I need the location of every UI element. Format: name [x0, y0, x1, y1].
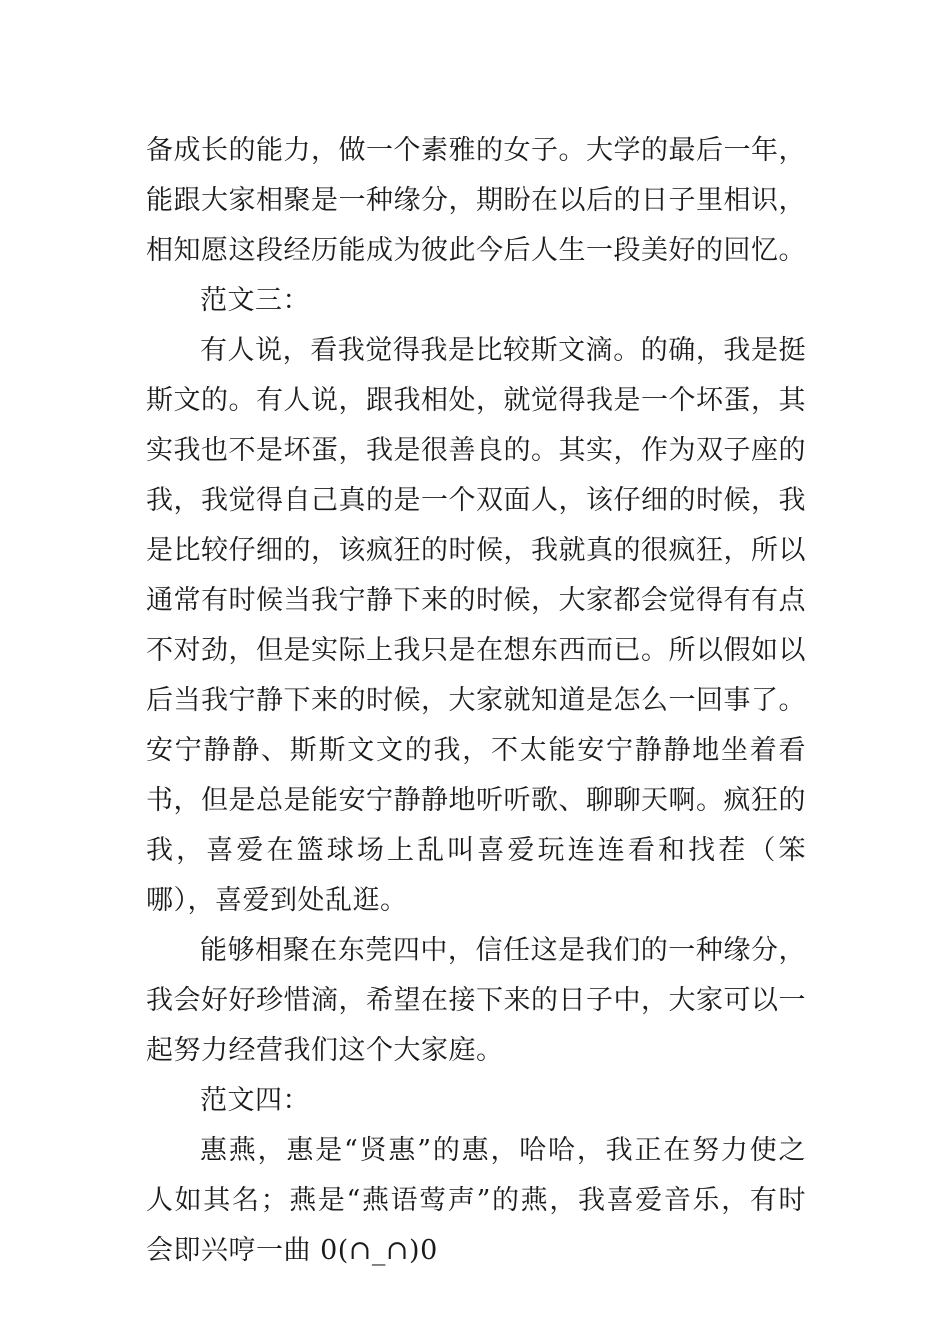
document-body [146, 126, 806, 1276]
paragraph-continued: 备成长的能力，做一个素雅的女子。大学的最后一年，能跟大家相聚是一种缘分，期盼在以后的日子里相识，相知愿这段经历能成为彼此今后人生一段美好的回忆。 [146, 135, 806, 266]
paragraph-self-description: 有人说，看我觉得我是比较斯文滴。的确，我是挺斯文的。有人说，跟我相处，就觉得我是一个坏蛋，其实我也不是坏蛋，我是很善良的。其实，作为双子座的我，我觉得自己真的是一个双面人，该仔细的时候，我是比较仔细的，该疯狂的时候，我就真的很疯狂，所以通常有时候当我宁静下来的时候，大家都会觉得有有点不对劲，但是实际上我只是在想东西而已。所以假如以后当我宁静下来的时候，大家就知道是怎么一回事了。安宁静静、斯斯文文的我，不太能安宁静静地坐着看书，但是总是能安宁静静地听听歌、聊聊天啊。疯狂的我，喜爱在篮球场上乱叫喜爱玩连连看和找茬（笨哪），喜爱到处乱逛。 [146, 335, 806, 916]
paragraph-closing: 能够相聚在东莞四中，信任这是我们的一种缘分，我会好好珍惜滴，希望在接下来的日子中，大家可以一起努力经营我们这个大家庭。 [146, 935, 806, 1066]
section-heading-fanwen-si: 范文四： [200, 1085, 310, 1116]
paragraph-name-intro: 惠燕，惠是“贤惠”的惠，哈哈，我正在努力使之人如其名；燕是“燕语莺声”的燕，我喜爱音乐，有时会即兴哼一曲 0(∩_∩)0 [146, 1135, 806, 1266]
section-heading-fanwen-san: 范文三： [200, 285, 310, 316]
